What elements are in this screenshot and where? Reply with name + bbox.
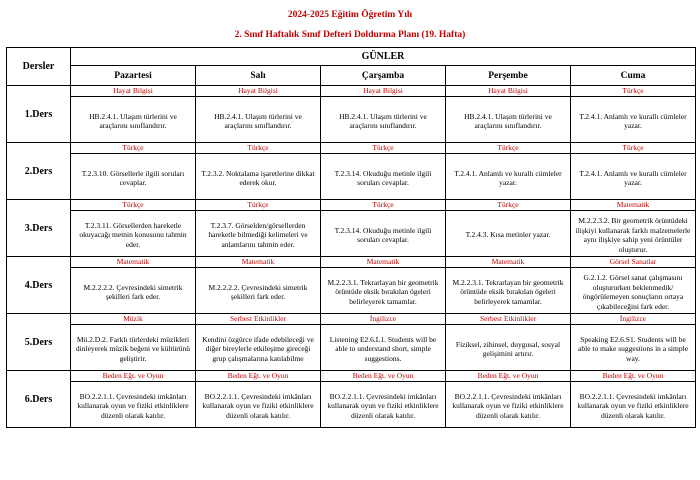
objective-text-box [446, 382, 570, 427]
subject-label: Hayat Bilgisi [446, 86, 570, 97]
lesson-cell-thursday [446, 257, 571, 314]
objective-text: BO.2.2.1.1. Çevresindeki imkânları kullanarak oyun ve fiziki etkinliklere düzenli olarak katılır. [452, 391, 564, 420]
subject-label: Türkçe [571, 86, 695, 97]
objective-text: HB.2.4.1. Ulaşım türlerini ve araçlarını sınıflandırır. [89, 111, 177, 130]
subject-label: Matematik [446, 257, 570, 268]
subject-label: Beden Eğt. ve Oyun [196, 371, 320, 382]
objective-text-box [571, 154, 695, 199]
subject-label: Türkçe [196, 200, 320, 211]
objective-text: M.2.2.3.1. Tekrarlayan bir geometrik örüntüde eksik bırakılan ögeleri belirleyerek tamamlar. [327, 277, 439, 306]
objective-text: T.2.4.1. Anlamlı ve kurallı cümleler yazar. [579, 168, 687, 187]
subject-label: Serbest Etkinlikler [196, 314, 320, 325]
objective-text-box [446, 325, 570, 370]
subject-label: Beden Eğt. ve Oyun [71, 371, 195, 382]
subject-label: İngilizce [321, 314, 445, 325]
lesson-label: 6.Ders [7, 371, 71, 428]
objective-text-box [446, 154, 570, 199]
dersler-header: Dersler [7, 48, 71, 86]
objective-text: Mü.2.D.2. Farklı türlerdeki müzikleri dinleyerek müzik beğeni ve kültürünü geliştirir. [75, 334, 191, 363]
objective-text-box [71, 268, 195, 313]
objective-text-box [571, 382, 695, 427]
lesson-cell-tuesday [196, 257, 321, 314]
lesson-cell-friday [571, 200, 696, 257]
objective-text-box [321, 325, 445, 370]
objective-text: Listening E2.6.L1. Students will be able to understand short, simple suggestions. [329, 334, 437, 363]
lesson-row [7, 86, 696, 143]
objective-text: Speaking E2.6.S1. Students will be able to make suggestions in a simple way. [578, 334, 688, 363]
lesson-cell-thursday [446, 314, 571, 371]
objective-text: M.2.2.2.2. Çevresindeki simetrik şekilleri fark eder. [208, 282, 308, 301]
subject-label: Beden Eğt. ve Oyun [321, 371, 445, 382]
objective-text-box [196, 154, 320, 199]
lesson-cell-wednesday [321, 86, 446, 143]
lesson-label: 2.Ders [7, 143, 71, 200]
lesson-cell-friday [571, 86, 696, 143]
gunler-header: GÜNLER [71, 48, 696, 66]
objective-text-box [321, 211, 445, 256]
day-header-friday: Cuma [571, 66, 696, 86]
objective-text: Fiziksel, zihinsel, duygusal, sosyal gelişimini artırır. [455, 339, 561, 358]
lesson-cell-thursday [446, 143, 571, 200]
objective-text-box [571, 97, 695, 142]
subject-label: Matematik [321, 257, 445, 268]
objective-text: G.2.1.2. Görsel sanat çalışmasını oluştururken beklenmedik/öngörülemeyen sonuçların ortaya çıkabileceğini fark eder. [582, 273, 684, 311]
subject-label: Türkçe [71, 200, 195, 211]
objective-text: T.2.4.1. Anlamlı ve kurallı cümleler yazar. [454, 168, 562, 187]
subject-label: Türkçe [321, 200, 445, 211]
objective-text: T.2.3.10. Görsellerle ilgili soruları cevaplar. [81, 168, 185, 187]
objective-text-box [71, 325, 195, 370]
objective-text-box [571, 325, 695, 370]
objective-text: M.2.2.3.2. Bir geometrik örüntüdeki ilişkiyi kullanarak farklı malzemelerle aynı ilişkiye sahip yeni örüntüler oluşturur. [575, 216, 691, 254]
objective-text: T.2.3.11. Görsellerden hareketle okuyacağı metnin konusunu tahmin eder. [79, 220, 187, 249]
lesson-row [7, 314, 696, 371]
lesson-cell-monday [71, 143, 196, 200]
lesson-cell-tuesday [196, 86, 321, 143]
objective-text-box [196, 268, 320, 313]
objective-text-box [321, 97, 445, 142]
objective-text: T.2.3.2. Noktalama işaretlerine dikkat ederek okur. [201, 168, 315, 187]
objective-text: T.2.3.14. Okuduğu metinle ilgili soruları cevaplar. [334, 168, 432, 187]
objective-text: BO.2.2.1.1. Çevresindeki imkânları kullanarak oyun ve fiziki etkinliklere düzenli olarak katılır. [577, 391, 689, 420]
objective-text-box [196, 325, 320, 370]
lesson-cell-friday [571, 314, 696, 371]
lesson-cell-wednesday [321, 257, 446, 314]
objective-text-box [196, 382, 320, 427]
lesson-label: 4.Ders [7, 257, 71, 314]
objective-text-box [196, 97, 320, 142]
objective-text: BO.2.2.1.1. Çevresindeki imkânları kullanarak oyun ve fiziki etkinliklere düzenli olarak katılır. [77, 391, 189, 420]
objective-text: BO.2.2.1.1. Çevresindeki imkânları kullanarak oyun ve fiziki etkinliklere düzenli olarak katılır. [327, 391, 439, 420]
objective-text-box [321, 382, 445, 427]
objective-text-box [571, 268, 695, 313]
plan-title: 2. Sınıf Haftalık Sınıf Defteri Doldurma Planı (19. Hafta) [234, 30, 466, 40]
lesson-cell-monday [71, 200, 196, 257]
objective-text: T.2.4.3. Kısa metinler yazar. [465, 230, 551, 240]
objective-text-box [196, 211, 320, 256]
objective-text-box [71, 382, 195, 427]
day-header-thursday: Perşembe [446, 66, 571, 86]
subject-label: Hayat Bilgisi [321, 86, 445, 97]
objective-text: T.2.3.7. Görselden/görsellerden hareketle bilmediği kelimeleri ve anlamlarını tahmin eder. [208, 220, 308, 249]
lesson-cell-monday [71, 257, 196, 314]
plan-body [7, 86, 696, 428]
lesson-cell-wednesday [321, 371, 446, 428]
lesson-cell-tuesday [196, 371, 321, 428]
lesson-cell-friday [571, 371, 696, 428]
lesson-cell-wednesday [321, 143, 446, 200]
lesson-label: 5.Ders [7, 314, 71, 371]
subject-label: Türkçe [196, 143, 320, 154]
day-header-monday: Pazartesi [71, 66, 196, 86]
objective-text-box [446, 97, 570, 142]
lesson-row [7, 200, 696, 257]
day-header-wednesday: Çarşamba [321, 66, 446, 86]
objective-text: T.2.4.1. Anlamlı ve kurallı cümleler yazar. [579, 111, 687, 130]
objective-text: T.2.3.14. Okuduğu metinle ilgili soruları cevaplar. [334, 225, 432, 244]
objective-text-box [571, 211, 695, 256]
lesson-cell-tuesday [196, 143, 321, 200]
subject-label: Türkçe [71, 143, 195, 154]
subject-label: Beden Eğt. ve Oyun [446, 371, 570, 382]
lesson-label: 1.Ders [7, 86, 71, 143]
objective-text-box [321, 154, 445, 199]
lesson-cell-thursday [446, 371, 571, 428]
lesson-cell-monday [71, 86, 196, 143]
subject-label: Matematik [196, 257, 320, 268]
objective-text: HB.2.4.1. Ulaşım türlerini ve araçlarını sınıflandırır. [214, 111, 302, 130]
subject-label: Matematik [571, 200, 695, 211]
objective-text: M.2.2.3.1. Tekrarlayan bir geometrik örüntüde eksik bırakılan ögeleri belirleyerek tamamlar. [452, 277, 564, 306]
lesson-cell-friday [571, 257, 696, 314]
lesson-cell-monday [71, 314, 196, 371]
subject-label: Serbest Etkinlikler [446, 314, 570, 325]
lesson-row [7, 257, 696, 314]
subject-label: Müzik [71, 314, 195, 325]
objective-text-box [446, 211, 570, 256]
subject-label: Türkçe [571, 143, 695, 154]
lesson-row [7, 143, 696, 200]
objective-text: HB.2.4.1. Ulaşım türlerini ve araçlarını sınıflandırır. [464, 111, 552, 130]
subject-label: Hayat Bilgisi [196, 86, 320, 97]
objective-text: HB.2.4.1. Ulaşım türlerini ve araçlarını sınıflandırır. [339, 111, 427, 130]
objective-text: M.2.2.2.2. Çevresindeki simetrik şekilleri fark eder. [83, 282, 183, 301]
subject-label: Türkçe [446, 200, 570, 211]
subject-label: İngilizce [571, 314, 695, 325]
lesson-cell-wednesday [321, 200, 446, 257]
objective-text-box [321, 268, 445, 313]
year-title: 2024-2025 Eğitim Öğretim Yılı [287, 10, 413, 20]
objective-text-box [71, 211, 195, 256]
subject-label: Hayat Bilgisi [71, 86, 195, 97]
objective-text: BO.2.2.1.1. Çevresindeki imkânları kullanarak oyun ve fiziki etkinliklere düzenli olarak katılır. [202, 391, 314, 420]
lesson-cell-tuesday [196, 314, 321, 371]
lesson-cell-tuesday [196, 200, 321, 257]
lesson-row [7, 371, 696, 428]
subject-label: Görsel Sanatlar [571, 257, 695, 268]
subject-label: Beden Eğt. ve Oyun [571, 371, 695, 382]
subject-label: Türkçe [321, 143, 445, 154]
lesson-label: 3.Ders [7, 200, 71, 257]
objective-text-box [71, 154, 195, 199]
lesson-cell-wednesday [321, 314, 446, 371]
subject-label: Türkçe [446, 143, 570, 154]
objective-text-box [71, 97, 195, 142]
day-header-tuesday: Salı [196, 66, 321, 86]
objective-text: Kendini özgürce ifade edebileceği ve diğer bireylerle etkileşime gireceği grup çalışmalarına katılabilme [202, 334, 314, 363]
objective-text-box [446, 268, 570, 313]
lesson-cell-thursday [446, 200, 571, 257]
lesson-cell-thursday [446, 86, 571, 143]
weekly-plan-table [6, 47, 696, 428]
subject-label: Matematik [71, 257, 195, 268]
lesson-cell-monday [71, 371, 196, 428]
lesson-cell-friday [571, 143, 696, 200]
